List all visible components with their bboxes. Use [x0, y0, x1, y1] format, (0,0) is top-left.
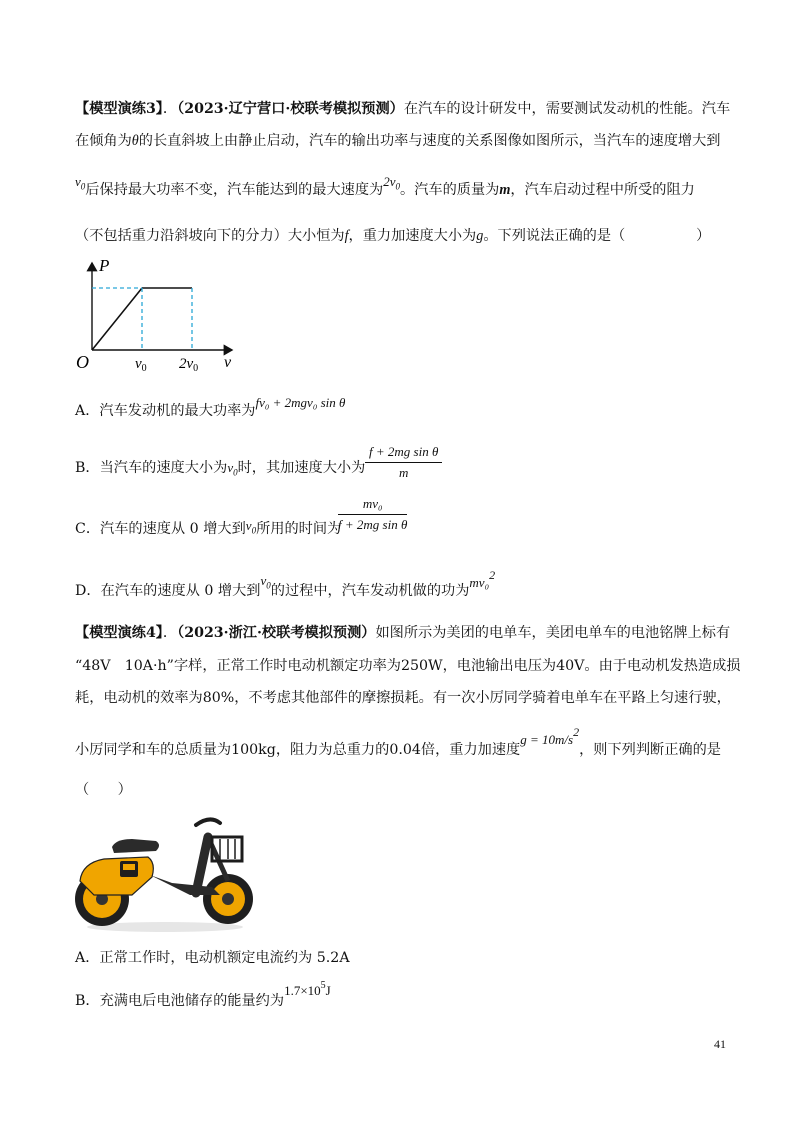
q4-option-b-formula: [284, 980, 331, 998]
q3-line4-b: ，重力加速度大小为: [348, 228, 477, 244]
q3-option-d-v0: [260, 573, 271, 591]
q3-option-d-formula-sup: 2: [489, 568, 496, 582]
q4-option-a: A．正常工作时，电动机额定电流约为 5.2A: [75, 950, 350, 966]
q4-option-b-unit: J: [325, 983, 331, 998]
q3-option-c: [75, 519, 341, 544]
q3-line3-c: ，汽车启动过程中所受的阻力: [510, 182, 695, 198]
theta-symbol: θ: [131, 133, 139, 149]
g-symbol: g: [476, 228, 484, 244]
q3-line3-a: 后保持最大功率不变，汽车能达到的最大速度为: [85, 182, 384, 198]
q3-option-b-fraction: [365, 444, 442, 481]
q3-line-2: [75, 131, 720, 151]
q3-option-c-fraction: [338, 496, 407, 533]
q3-option-d-v0-sub: 0: [266, 580, 271, 591]
q4-line4-b: ，则下列判断正确的是: [579, 742, 721, 758]
front-wheel: [203, 874, 253, 924]
q4-line-2: “48V 10A·h”字样，正常工作时电动机额定功率为250W，电池输出电压为40V。由于电动机发热造成损: [75, 658, 741, 674]
f-symbol: f: [344, 228, 349, 244]
power-velocity-graph: [72, 255, 242, 375]
q3-option-c-denominator: f + 2mg sin θ: [338, 517, 408, 532]
q3-option-d: [75, 568, 496, 606]
q3-dot: ．: [162, 101, 178, 117]
q3-option-c-label-b: 所用的时间为: [256, 521, 342, 537]
q3-line-1: [75, 99, 730, 119]
q3-option-a-label: A．汽车发动机的最大功率为: [75, 403, 256, 419]
tick-v0-sub: 0: [141, 363, 147, 374]
q3-line2-b: 的长直斜坡上由静止启动，汽车的输出功率与速度的关系图像如图所示，当汽车的速度增大到: [138, 133, 721, 149]
q3-option-a-formula: fv₀ + 2mgv₀ sin θ: [255, 395, 346, 410]
front-column: [196, 837, 208, 893]
v0-v: v: [75, 174, 81, 189]
rising-line: [92, 288, 142, 350]
q3-option-a: [75, 395, 346, 421]
v0-symbol: [75, 174, 86, 192]
q4-line-4: [75, 725, 721, 760]
q4-line-1: [75, 623, 730, 643]
two-v0-v: 2v: [383, 174, 396, 189]
q3-option-d-formula-main: mv₀: [469, 575, 490, 590]
y-axis-label: P: [99, 256, 110, 275]
q3-line4-a: （不包括重力沿斜坡向下的分力）大小恒为: [75, 228, 345, 244]
q4-option-b-formula-main: 1.7×10: [284, 983, 321, 998]
q3-option-b-v0-v: v: [227, 460, 234, 475]
rear-body: [80, 857, 153, 895]
q4-tag: 【模型演练4】: [75, 625, 163, 641]
tick-v0: [135, 356, 147, 374]
q3-option-b-denominator: m: [398, 465, 409, 480]
q3-option-b-label-b: 时，其加速度大小为: [237, 460, 366, 476]
q4-source: （2023·浙江·校联考模拟预测）: [177, 625, 376, 641]
q4-line1-text: 如图所示为美团的电单车，美团电单车的电池铭牌上标有: [375, 625, 731, 641]
seat: [112, 839, 159, 853]
tick-2v0-sub: 0: [193, 363, 199, 374]
badge-logo: [123, 864, 135, 870]
q3-option-b-v0: [227, 460, 238, 478]
q4-line-3: 耗，电动机的效率为80%，不考虑其他部件的摩擦损耗。有一次小厉同学骑着电单车在平路上匀速行驶，: [75, 690, 731, 706]
q3-option-b-numerator: f + 2mg sin θ: [365, 444, 442, 463]
g-formula-sup: 2: [573, 725, 580, 739]
q3-line-4: [75, 226, 710, 246]
origin-label: O: [76, 352, 89, 372]
two-v0-symbol: [383, 174, 401, 192]
q4-option-b-label: B．充满电后电池储存的能量约为: [75, 993, 285, 1009]
q3-option-d-v0-v: v: [260, 573, 267, 588]
q3-line2-a: 在倾角为: [75, 133, 132, 149]
q3-option-b: [75, 458, 365, 483]
q4-paren: （ ）: [75, 782, 132, 798]
tick-v0-v: v: [135, 356, 142, 372]
g-formula: [520, 725, 580, 747]
q3-option-c-v0: [245, 518, 257, 536]
q3-line4-c: 。下列说法正确的是（ ）: [483, 228, 711, 244]
page-number: 41: [714, 1037, 726, 1051]
ebike-image: [72, 803, 258, 935]
q3-option-c-numerator: mv₀: [338, 496, 407, 515]
q3-option-b-label-a: B．当汽车的速度大小为: [75, 460, 228, 476]
v0-sub: 0: [80, 181, 86, 192]
q3-line1-text: 在汽车的设计研发中，需要测试发动机的性能。汽车: [403, 101, 731, 117]
q4-option-b-formula-sup: 5: [320, 980, 326, 991]
g-formula-main: g = 10m/s: [520, 732, 574, 747]
two-v0-sub: 0: [395, 181, 401, 192]
q3-option-b-v0-sub: 0: [233, 467, 238, 478]
x-axis-label: v: [224, 354, 232, 371]
q3-option-c-label-a: C．汽车的速度从 0 增大到: [75, 521, 246, 537]
handlebar: [196, 819, 220, 825]
q3-option-d-label-b: 的过程中，汽车发动机做的功为: [270, 583, 470, 599]
tick-2v0-v: 2v: [179, 356, 194, 372]
tick-2v0: [179, 356, 198, 374]
q3-line3-b: 。汽车的质量为: [400, 182, 500, 198]
q3-tag: 【模型演练3】: [75, 101, 163, 117]
mass-symbol: m: [499, 182, 511, 198]
q3-source: （2023·辽宁营口·校联考模拟预测）: [177, 101, 404, 117]
q3-option-c-v0-v: v: [245, 518, 252, 533]
q4-line4-a: 小厉同学和车的总质量为100kg，阻力为总重力的0.04倍，重力加速度: [75, 742, 521, 758]
q3-option-c-v0-sub: 0: [251, 525, 257, 536]
q3-option-d-formula: [469, 568, 496, 590]
q3-line-3: [75, 174, 695, 205]
q3-option-d-label-a: D．在汽车的速度从 0 增大到: [75, 583, 261, 599]
q4-dot: ．: [162, 625, 178, 641]
